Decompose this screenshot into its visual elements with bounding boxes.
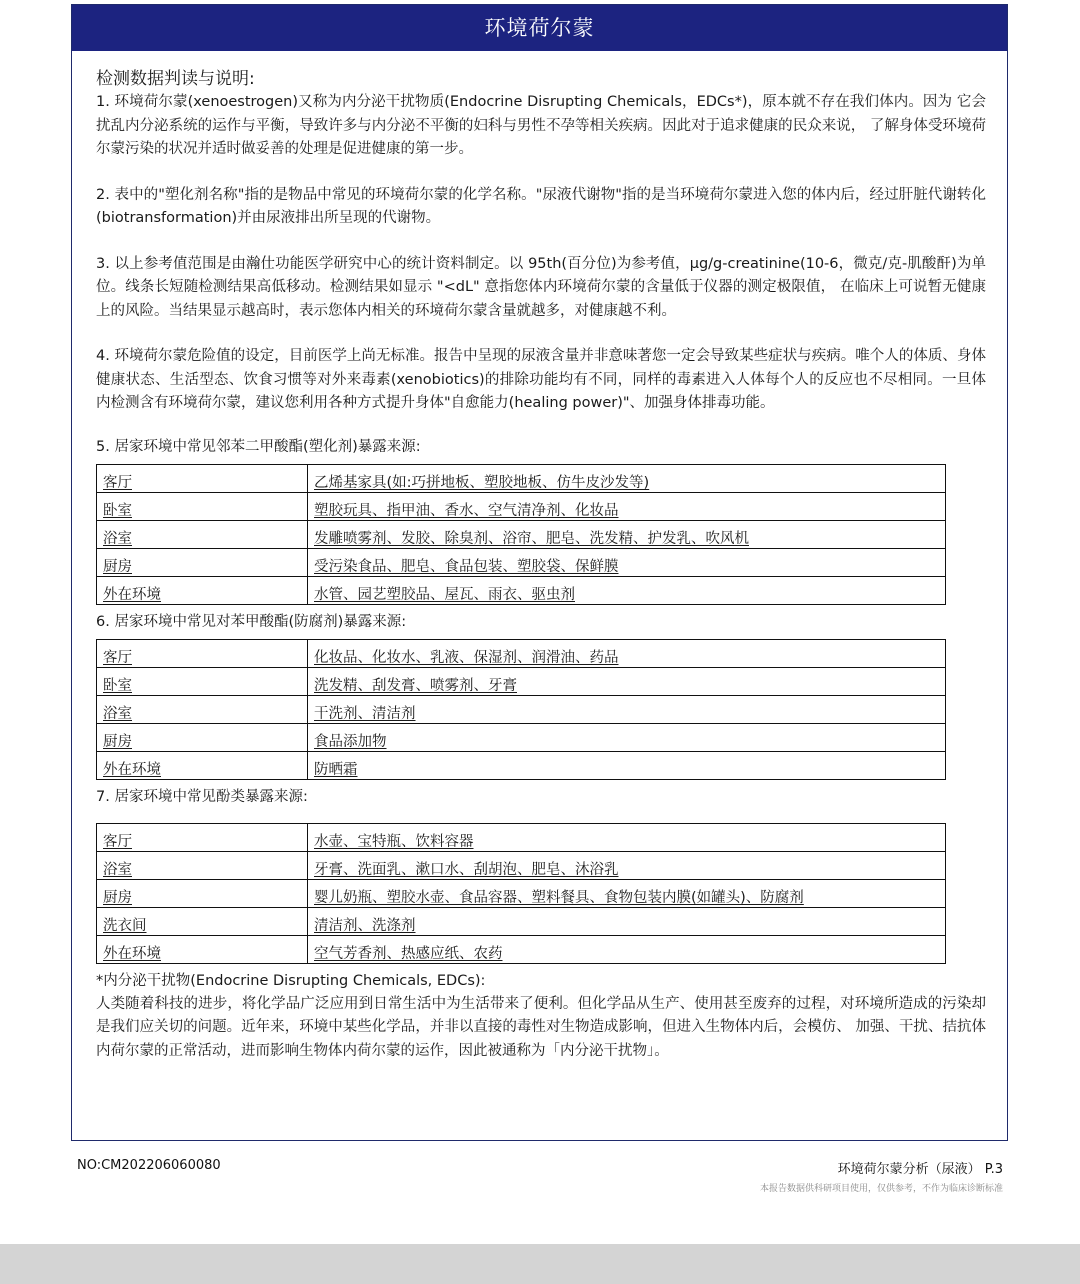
section-6-table <box>96 639 946 780</box>
table-row <box>97 695 946 723</box>
room-cell: 浴室 <box>97 851 308 879</box>
room-cell: 卧室 <box>97 667 308 695</box>
section-5-table <box>96 464 946 605</box>
footnote-text: 人类随着科技的进步，将化学品广泛应用到日常生活中为生活带来了便利。但化学品从生产、使用甚至废弃的过程，对环境所造成的污染却是我们应关切的问题。近年来，环境中某些化学品，并非以直接的毒性对生物造成影响，但进入生物体内后，会模仿、 加强、干扰、拮抗体内荷尔蒙的正常活动，进而影响生物体内荷尔蒙的运作，因此被通称为「内分泌干扰物」。 <box>96 995 986 1059</box>
sources-cell: 发雕喷雾剂、发胶、除臭剂、浴帘、肥皂、洗发精、护发乳、吹风机 <box>308 520 946 548</box>
room-cell: 洗衣间 <box>97 907 308 935</box>
table-row <box>97 667 946 695</box>
table-row <box>97 464 946 492</box>
page-label: 环境荷尔蒙分析（尿液） P.3 <box>837 1162 1003 1177</box>
table-row <box>97 879 946 907</box>
room-cell: 外在环境 <box>97 576 308 604</box>
table-row <box>97 851 946 879</box>
report-frame <box>71 4 1008 1141</box>
section-heading: 检测数据判读与说明: <box>96 69 255 89</box>
disclaimer: 本报告数据供科研项目使用，仅供参考，不作为临床诊断标准 <box>759 1184 1003 1194</box>
report-content <box>96 67 986 1063</box>
room-cell: 客厅 <box>97 464 308 492</box>
sources-cell: 婴儿奶瓶、塑胶水壶、食品容器、塑料餐具、食物包装内膜(如罐头)、防腐剂 <box>308 879 946 907</box>
intro-paragraph-4: 4. 环境荷尔蒙危险值的设定，目前医学上尚无标准。报告中呈现的尿液含量并非意味著您一定会导致某些症状与疾病。唯个人的体质、身体健康状态、生活型态、饮食习惯等对外来毒素(xenobiotics)的排除功能均有不同，同样的毒素进入人体每个人的反应也不尽相同。一旦体内检测含有环境荷尔蒙，建议您利用各种方式提升身体"自愈能力(healing power)"、加强身体排毒功能。 <box>96 348 986 411</box>
room-cell: 客厅 <box>97 823 308 851</box>
table-row <box>97 823 946 851</box>
section-7-title: 7. 居家环境中常见酚类暴露来源: <box>96 788 308 805</box>
footnote-title: *内分泌干扰物(Endocrine Disrupting Chemicals, EDCs): <box>96 972 486 989</box>
room-cell: 厨房 <box>97 879 308 907</box>
table-row <box>97 548 946 576</box>
table-row <box>97 520 946 548</box>
sources-cell: 干洗剂、清洁剂 <box>308 695 946 723</box>
sources-cell: 化妆品、化妆水、乳液、保湿剂、润滑油、药品 <box>308 639 946 667</box>
room-cell: 浴室 <box>97 695 308 723</box>
room-cell: 卧室 <box>97 492 308 520</box>
sources-cell: 受污染食品、肥皂、食品包装、塑胶袋、保鲜膜 <box>308 548 946 576</box>
table-row <box>97 907 946 935</box>
section-5-title: 5. 居家环境中常见邻苯二甲酸酯(塑化剂)暴露来源: <box>96 438 421 455</box>
table-row <box>97 639 946 667</box>
sources-cell: 防晒霜 <box>308 751 946 779</box>
table-row <box>97 751 946 779</box>
sources-cell: 塑胶玩具、指甲油、香水、空气清净剂、化妆品 <box>308 492 946 520</box>
table-row <box>97 935 946 963</box>
room-cell: 厨房 <box>97 548 308 576</box>
section-6-title: 6. 居家环境中常见对苯甲酸酯(防腐剂)暴露来源: <box>96 613 407 630</box>
section-7-table <box>96 823 946 964</box>
room-cell: 外在环境 <box>97 935 308 963</box>
table-row <box>97 492 946 520</box>
sources-cell: 清洁剂、洗涤剂 <box>308 907 946 935</box>
intro-paragraph-1: 1. 环境荷尔蒙(xenoestrogen)又称为内分泌干扰物质(Endocrine Disrupting Chemicals，EDCs*)，原本就不存在我们体内。因为 它会扰乱内分泌系统的运作与平衡，导致许多与内分泌不平衡的妇科与男性不孕等相关疾病。因此对于追求健康的民众来说， 了解身体受环境荷尔蒙污染的状况并适时做妥善的处理是促进健康的第一步。 <box>96 94 986 157</box>
report-number: NO:CM202206060080 <box>77 1158 221 1173</box>
sources-cell: 水壶、宝特瓶、饮料容器 <box>308 823 946 851</box>
intro-paragraph-2: 2. 表中的"塑化剂名称"指的是物品中常见的环境荷尔蒙的化学名称。"尿液代谢物"指的是当环境荷尔蒙进入您的体内后，经过肝脏代谢转化(biotransformation)并由尿液排出所呈现的代谢物。 <box>96 186 986 226</box>
table-row <box>97 723 946 751</box>
sources-cell: 牙膏、洗面乳、漱口水、刮胡泡、肥皂、沐浴乳 <box>308 851 946 879</box>
room-cell: 客厅 <box>97 639 308 667</box>
room-cell: 厨房 <box>97 723 308 751</box>
sources-cell: 洗发精、刮发膏、喷雾剂、牙膏 <box>308 667 946 695</box>
page-title: 环境荷尔蒙 <box>72 5 1007 51</box>
sources-cell: 水管、园艺塑胶品、屋瓦、雨衣、驱虫剂 <box>308 576 946 604</box>
sources-cell: 食品添加物 <box>308 723 946 751</box>
room-cell: 浴室 <box>97 520 308 548</box>
sources-cell: 空气芳香剂、热感应纸、农药 <box>308 935 946 963</box>
sources-cell: 乙烯基家具(如:巧拼地板、塑胶地板、仿牛皮沙发等) <box>308 464 946 492</box>
intro-paragraph-3: 3. 以上参考值范围是由瀚仕功能医学研究中心的统计资料制定。以 95th(百分位)为参考值，μg/g-creatinine(10-6，微克/克-肌酸酐)为单位。线条长短随检测结果高低移动。检测结果如显示 "<dL" 意指您体内环境荷尔蒙的含量低于仪器的测定极限值， 在临床上可说暂无健康上的风险。当结果显示越高时，表示您体内相关的环境荷尔蒙含量就越多，对健康越不利。 <box>96 255 986 319</box>
bottom-strip <box>0 1244 1080 1284</box>
room-cell: 外在环境 <box>97 751 308 779</box>
table-row <box>97 576 946 604</box>
